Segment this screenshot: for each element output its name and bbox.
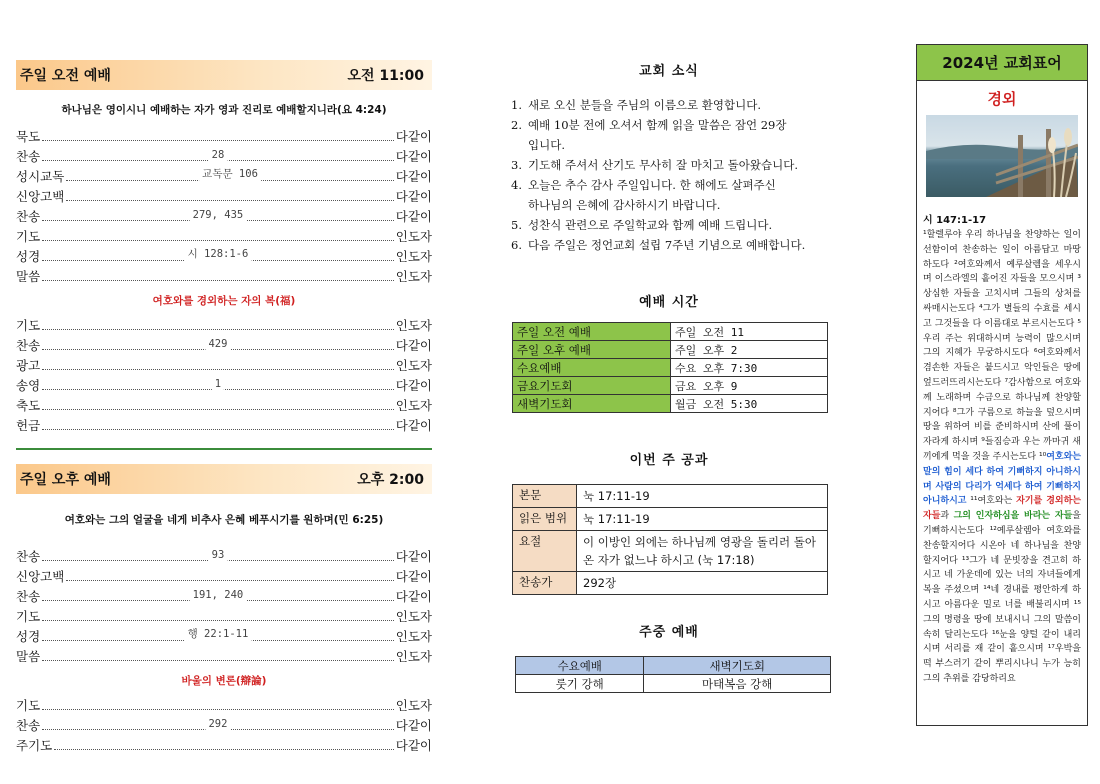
scripture-highlight-red: 자기를 경외하는 자들 [923,496,1082,522]
order-leader: 인도자 [395,249,432,264]
order-label: 헌금 [16,418,41,433]
order-label: 찬송 [16,338,41,353]
news-item [500,155,838,175]
order-leader: 인도자 [395,358,432,373]
order-leader: 인도자 [395,698,432,713]
order-detail: 시 128:1-6 [185,246,252,261]
news-number: 4. [511,178,522,192]
dot-leader [42,589,394,601]
order-row [16,605,432,625]
midweek-table [515,656,831,693]
morning-order-list-2 [16,314,432,434]
order-row [16,334,432,354]
times-when: 금요 오후 9 [671,377,828,395]
afternoon-verse: 여호와는 그의 얼굴을 네게 비추사 은혜 베푸시기를 원하며(민 6:25) [64,514,384,526]
dot-leader [42,248,394,261]
news-item [500,215,838,235]
order-row [16,165,432,185]
service-times-table [512,322,828,413]
motto-title: 2024년 교회표어 [917,45,1087,81]
news-line: 예배 10분 전에 오셔서 함께 읽을 말씀은 잠언 29장 [528,118,787,132]
dot-leader [54,749,394,750]
order-row [16,394,432,414]
afternoon-order-list-2 [16,694,432,754]
order-label: 성경 [16,629,41,644]
order-leader: 인도자 [395,649,432,664]
times-service: 금요기도회 [513,377,671,395]
order-label: 말씀 [16,649,41,664]
order-label: 송영 [16,378,41,393]
order-leader: 다같이 [395,189,432,204]
news-number: 3. [511,158,522,172]
order-detail: 교독문 106 [199,166,261,181]
lesson-row [513,485,828,508]
morning-order-list-1 [16,125,432,285]
midweek-value-dawn: 마태복음 강해 [644,675,831,693]
news-list [500,95,838,255]
midweek-header-dawn: 새벽기도회 [644,657,831,675]
lesson-value: 눅 17:11-19 [577,485,828,508]
lesson-value: 292장 [577,572,828,595]
order-leader: 다같이 [395,129,432,144]
order-detail: 행 22:1-11 [185,626,252,641]
afternoon-sermon-title: 바울의 변론(辯論) [181,675,267,687]
news-line: 새로 오신 분들을 주님의 이름으로 환영합니다. [528,98,762,112]
order-leader: 다같이 [395,569,432,584]
morning-service-header [16,60,432,90]
order-label: 기도 [16,318,41,333]
times-when: 주일 오전 11 [671,323,828,341]
times-row [513,359,828,377]
lesson-row [513,508,828,531]
order-detail: 279, 435 [190,209,247,221]
news-line: 하나님의 은혜에 감사하시기 바랍니다. [528,198,721,212]
scripture-part-1: ¹할렐루야 우리 하나님을 찬양하는 일이 선함이여 찬송하는 일이 아름답고 마땅하도다 ²여호와께서 예루살렘을 세우시며 이스라엘의 흩어진 자들을 모으시며 ³상심한 자들을 고치시며 그들의 상처를 싸매시는도다 ⁴그가 별들의 수효를 세시고 그것들을 다 이름대로 부르시는도다 ⁵우리 주는 위대하시며 능력이 많으시며 그의 지혜가 무궁하시도다 ⁶여호와께서 겸손한 자들은 붙드시고 악인들은 땅에 엎드러뜨리시는도다 ⁷감사함으로 여호와께 노래하며 수금으로 하나님께 찬양할지어다 ⁸그가 구름으로 하늘을 덮으시며 땅을 위하여 비를 준비하시며 산에 풀이 자라게 하시며 ⁹들짐승과 우는 까마귀 새끼에게 먹을 것을 주시는도다 ¹⁰ [923,230,1081,462]
afternoon-service-title: 주일 오후 예배 [20,472,111,488]
order-leader: 인도자 [395,318,432,333]
times-when: 주일 오후 2 [671,341,828,359]
order-leader: 인도자 [395,229,432,244]
midweek-header-wed: 수요예배 [516,657,644,675]
order-leader: 인도자 [395,629,432,644]
lesson-value: 눅 17:11-19 [577,508,828,531]
motto-subtitle: 경외 [987,90,1017,108]
lesson-title: 이번 주 공과 [629,453,709,468]
scripture-part-5: 과 [940,511,954,522]
news-item [500,175,838,215]
dot-leader [42,280,394,281]
order-row [16,734,432,754]
dot-leader [42,409,394,410]
order-label: 신앙고백 [16,189,65,204]
news-number: 6. [511,238,522,252]
order-detail: 292 [205,718,230,730]
order-label: 기도 [16,698,41,713]
order-leader: 인도자 [395,398,432,413]
order-label: 축도 [16,398,41,413]
news-item [500,235,838,255]
order-row [16,145,432,165]
dot-leader [66,580,393,581]
times-when: 수요 오후 7:30 [671,359,828,377]
dot-leader [42,549,394,561]
order-label: 찬송 [16,149,41,164]
afternoon-service-time: 오후 2:00 [357,472,424,488]
order-row [16,245,432,265]
lesson-row [513,572,828,595]
scripture-part-7: 을 기뻐하시는도다 ¹²예루살렘아 여호와를 찬송할지어다 시온아 네 하나님을 찬양할지어다 ¹³그가 네 문빗장을 견고히 하시고 네 가운데에 있는 너의 자녀들에게 복을 주셨으며 ¹⁴네 경내를 평안하게 하시고 아름다운 밀로 너를 배불리시며 ¹⁵그의 명령을 땅에 보내시니 그의 말씀이 속히 달리는도다 ¹⁶눈을 양털 같이 내리시며 서리를 재 같이 흩으시며 ¹⁷우박을 떡 부스러기 같이 뿌리시나니 누가 능히 그의 추위를 감당하리요 [923,511,1081,684]
dot-leader [42,628,394,641]
order-leader: 다같이 [395,718,432,733]
order-label: 묵도 [16,129,41,144]
order-detail: 93 [209,549,228,561]
order-detail: 429 [205,338,230,350]
order-row [16,625,432,645]
dot-leader [42,209,394,221]
scripture-part-3: ¹¹여호와는 [966,496,1017,507]
lesson-key: 요절 [513,531,577,572]
news-line: 성찬식 관련으로 주일학교와 함께 예배 드립니다. [528,218,773,232]
order-row [16,694,432,714]
news-number: 2. [511,118,522,132]
order-leader: 인도자 [395,609,432,624]
news-number: 5. [511,218,522,232]
order-label: 성경 [16,249,41,264]
times-service: 수요예배 [513,359,671,377]
worship-order-column [16,60,432,754]
times-row [513,377,828,395]
order-leader: 다같이 [395,338,432,353]
news-title: 교회 소식 [639,64,699,79]
lesson-row [513,531,828,572]
motto-box [916,44,1088,726]
order-row [16,585,432,605]
order-row [16,714,432,734]
times-row [513,395,828,413]
order-leader: 다같이 [395,589,432,604]
news-number: 1. [511,98,522,112]
morning-service-time: 오전 11:00 [347,68,424,84]
news-line: 오늘은 추수 감사 주일입니다. 한 해에도 살펴주신 [528,178,776,192]
dot-leader [42,620,394,621]
order-row [16,545,432,565]
scripture-highlight-blue: 여호와는 말의 힘이 세다 하여 기뻐하지 아니하시며 사람의 다리가 억세다 하여 기뻐하지 아니하시고 [923,451,1081,507]
order-leader: 다같이 [395,738,432,753]
order-label: 찬송 [16,718,41,733]
lesson-table [512,484,828,595]
morning-sermon-title: 여호와를 경외하는 자의 복(福) [152,295,296,307]
dot-leader [42,378,394,390]
scripture-highlight-green: 그의 인자하심을 바라는 자들 [953,511,1073,522]
dot-leader [42,240,394,241]
order-row [16,185,432,205]
lesson-value: 이 이방인 외에는 하나님께 영광을 돌리러 돌아 온 자가 없느냐 하시고 (눅 17:18) [577,531,828,572]
order-label: 찬송 [16,589,41,604]
order-row [16,225,432,245]
dot-leader [42,660,394,661]
order-label: 찬송 [16,549,41,564]
times-service: 새벽기도회 [513,395,671,413]
order-row [16,414,432,434]
news-item [500,115,838,155]
morning-verse: 하나님은 영이시니 예배하는 자가 영과 진리로 예배할지니라(요 4:24) [61,104,387,116]
order-label: 기도 [16,229,41,244]
times-service: 주일 오전 예배 [513,323,671,341]
times-when: 월금 오전 5:30 [671,395,828,413]
dot-leader [42,338,394,350]
dot-leader [42,718,394,730]
order-row [16,205,432,225]
afternoon-order-list-1 [16,545,432,665]
info-column [500,60,838,693]
lesson-key: 읽은 범위 [513,508,577,531]
news-line: 다음 주일은 정언교회 설립 7주년 기념으로 예배합니다. [528,238,806,252]
order-row [16,645,432,665]
order-leader: 다같이 [395,549,432,564]
order-label: 기도 [16,609,41,624]
order-label: 주기도 [16,738,53,753]
order-row [16,314,432,334]
news-line: 입니다. [528,138,565,152]
lesson-key: 찬송가 [513,572,577,595]
times-title: 예배 시간 [639,295,699,310]
order-label: 신앙고백 [16,569,65,584]
order-label: 광고 [16,358,41,373]
times-row [513,323,828,341]
order-label: 말씀 [16,269,41,284]
dot-leader [66,200,393,201]
dot-leader [42,329,394,330]
order-detail: 1 [212,378,224,390]
order-detail: 191, 240 [190,589,247,601]
order-leader: 다같이 [395,169,432,184]
order-label: 성시교독 [16,169,65,184]
dot-leader [42,140,394,141]
order-leader: 다같이 [395,149,432,164]
midweek-title: 주중 예배 [639,625,699,640]
order-row [16,374,432,394]
times-service: 주일 오후 예배 [513,341,671,359]
order-leader: 다같이 [395,209,432,224]
afternoon-service-header [16,464,432,494]
order-row [16,354,432,374]
section-divider [16,448,432,450]
dot-leader [42,709,394,710]
order-detail: 28 [209,149,228,161]
lesson-key: 본문 [513,485,577,508]
order-leader: 인도자 [395,269,432,284]
dot-leader [42,429,394,430]
dot-leader [42,149,394,161]
motto-scripture-text [917,226,1087,687]
news-line: 기도해 주셔서 산기도 무사히 잘 마치고 돌아왔습니다. [528,158,798,172]
landscape-photo-illustration [926,115,1078,197]
news-item [500,95,838,115]
landscape-photo [926,115,1078,197]
order-row [16,265,432,285]
order-row [16,565,432,585]
order-label: 찬송 [16,209,41,224]
order-leader: 다같이 [395,378,432,393]
morning-service-title: 주일 오전 예배 [20,68,111,84]
dot-leader [42,369,394,370]
order-leader: 다같이 [395,418,432,433]
motto-scripture-ref: 시 147:1-17 [923,215,987,226]
order-row [16,125,432,145]
dot-leader [66,168,393,181]
times-row [513,341,828,359]
midweek-value-wed: 룻기 강해 [516,675,644,693]
